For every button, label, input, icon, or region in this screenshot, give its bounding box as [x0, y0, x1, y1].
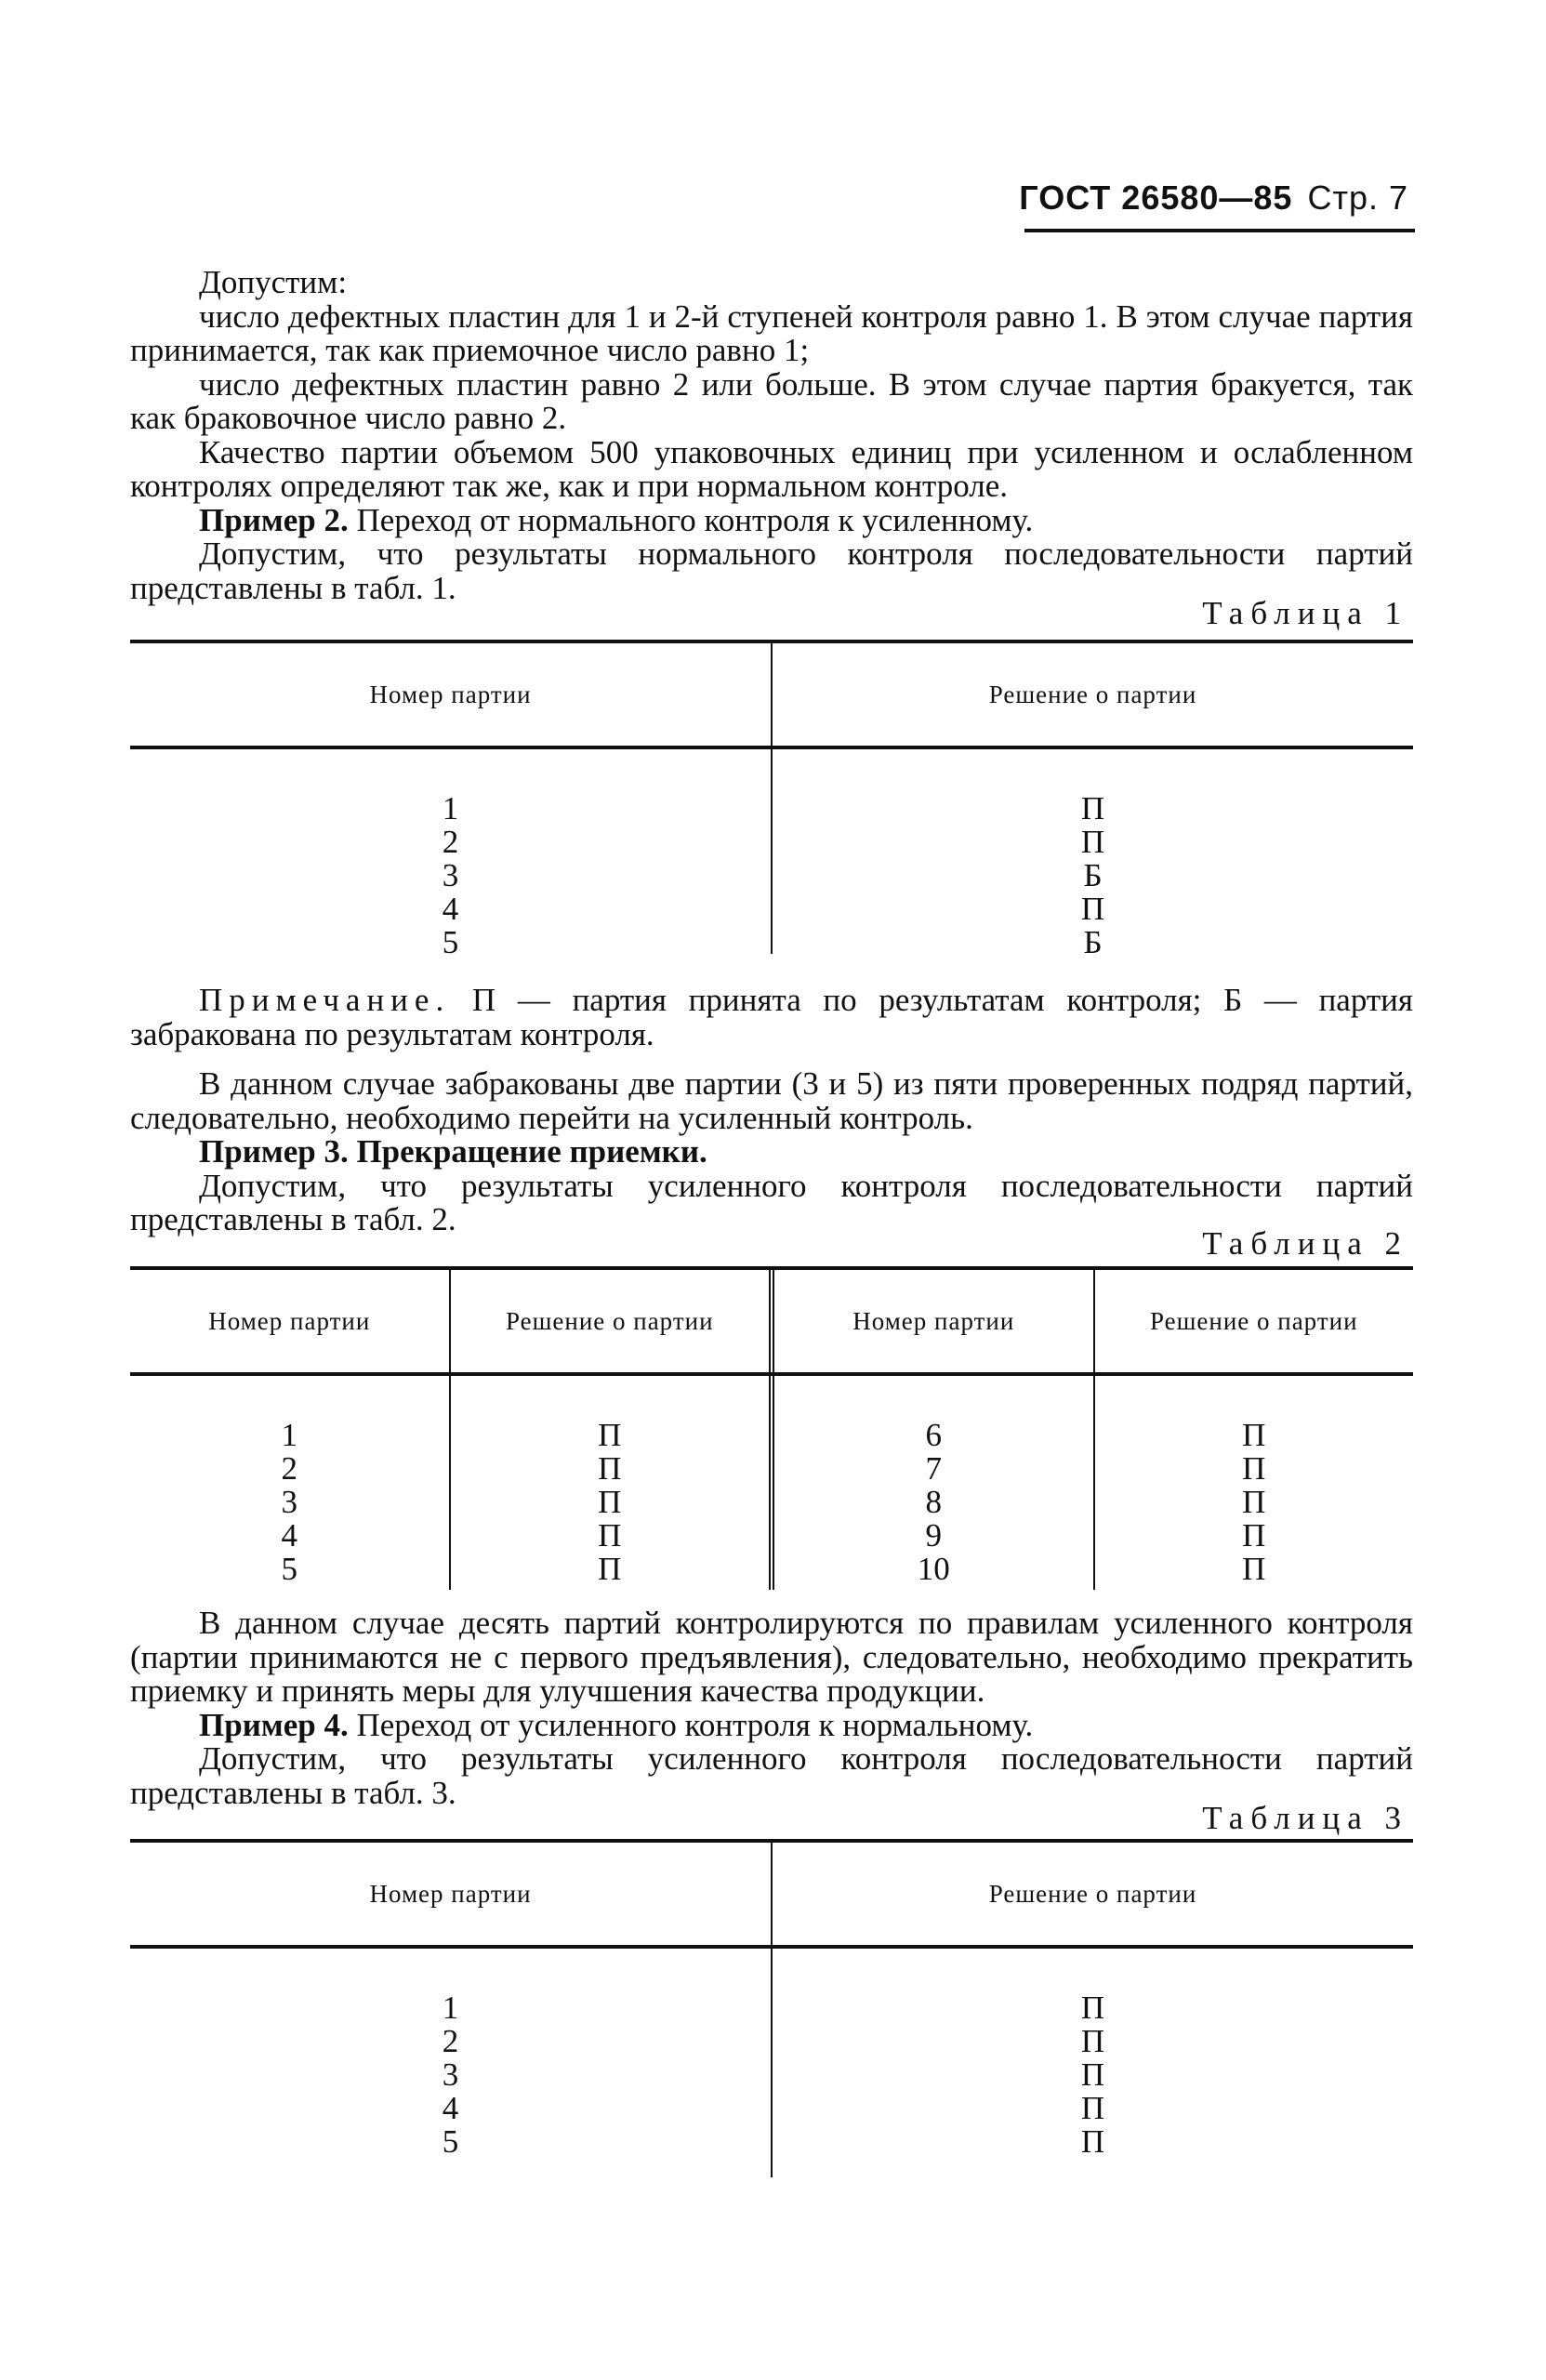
header-rule [1024, 229, 1415, 232]
table-cell: П [1242, 1484, 1266, 1520]
note-text: П — партия принята по результатам контроля; Б — партия забракована по результатам контроля. [130, 982, 1414, 1052]
table-1-col-decision [771, 749, 1413, 960]
table-2-caption: Таблица 2 [1202, 1225, 1408, 1262]
table-3-header-number: Номер партии [369, 1879, 532, 1908]
table-cell: П [1080, 824, 1105, 860]
intro-paragraph-3: Качество партии объемом 500 упаковочных единиц при усиленном и ослабленном контролях определяют так же, как и при нормальном контроле. [130, 433, 1413, 504]
table-cell: П [598, 1484, 622, 1520]
table-cell: П [1242, 1551, 1266, 1587]
table-cell: П [1080, 2090, 1105, 2126]
table-cell: 1 [442, 790, 459, 826]
lower-paragraph-8: Допустим, что результаты усиленного контроля последовательности партий представлены в табл. 3. [130, 1740, 1413, 1811]
lower-block [130, 1606, 1413, 1810]
table-2-col-decision-a [449, 1376, 770, 1590]
table-3 [130, 1839, 1413, 2177]
table-cell: П [598, 1517, 622, 1554]
table-cell: 5 [281, 1551, 297, 1587]
table-cell: 7 [925, 1450, 942, 1487]
table-1-header-decision: Решение о партии [771, 643, 1413, 746]
table-cell: П [598, 1551, 622, 1587]
table-cell: П [1242, 1417, 1266, 1453]
table-3-col-decision [771, 1949, 1413, 2177]
table-cell: 4 [442, 891, 459, 927]
standard-title: ГОСТ 26580—85 [1019, 178, 1293, 217]
table-cell: 10 [917, 1551, 950, 1587]
table-2-col-number-b [769, 1376, 1093, 1590]
table-cell: 2 [442, 2023, 459, 2059]
table-cell: 3 [281, 1484, 297, 1520]
table-cell: 9 [925, 1517, 942, 1554]
table-3-col-number [130, 1949, 771, 2177]
middle-paragraph-5: В данном случае забракованы две партии (3 и 5) из пяти проверенных подряд партий, следовательно, необходимо перейти на усиленный контроль. [130, 1065, 1413, 1136]
example-4-label: Пример 4. [199, 1706, 349, 1743]
table-cell: П [1080, 891, 1105, 927]
page-number: Стр. 7 [1307, 178, 1408, 217]
page-header [1019, 178, 1408, 218]
table-3-caption: Таблица 3 [1202, 1800, 1408, 1836]
table-cell: 8 [925, 1484, 942, 1520]
table-cell: П [1080, 790, 1105, 826]
example-2-heading [130, 501, 1413, 538]
table-cell: П [1080, 2123, 1105, 2160]
table-cell: П [1242, 1517, 1266, 1554]
intro-paragraph-4: Допустим, что результаты нормального контроля последовательности партий представлены в табл. 1. [130, 536, 1413, 606]
table-cell: П [1080, 2023, 1105, 2059]
table-cell: 5 [442, 924, 459, 960]
note-label: Примечание. [199, 982, 451, 1018]
table-cell: 1 [442, 1990, 459, 2026]
example-3-heading [130, 1135, 1413, 1170]
example-4-heading [130, 1706, 1413, 1743]
intro-block [130, 266, 1413, 605]
table-2 [130, 1266, 1413, 1590]
example-4-text: Переход от усиленного контроля к нормальному. [356, 1706, 1034, 1743]
table-1-col-number [130, 749, 771, 960]
intro-paragraph-1: число дефектных пластин для 1 и 2-й ступеней контроля равно 1. В этом случае партия принимается, так как приемочное число равно 1; [130, 298, 1413, 368]
example-3-text: Прекращение приемки. [356, 1133, 707, 1170]
table-cell: Б [1083, 924, 1103, 960]
intro-paragraph-2: число дефектных пластин равно 2 или больше. В этом случае партия бракуется, так как браковочное число равно 2. [130, 365, 1413, 436]
table-cell: 2 [281, 1450, 297, 1487]
table-2-header-number-b: Номер партии [769, 1270, 1093, 1372]
example-2-label: Пример 2. [199, 501, 349, 538]
table-cell: 3 [442, 857, 459, 893]
table-cell: П [1080, 2056, 1105, 2093]
table-cell: 2 [442, 824, 459, 860]
table-cell: П [598, 1450, 622, 1487]
table-1-note [130, 984, 1413, 1051]
table-cell: 4 [281, 1517, 297, 1554]
table-1-caption: Таблица 1 [1202, 595, 1408, 631]
table-3-header-decision: Решение о партии [771, 1843, 1413, 1945]
table-2-col-number-a [130, 1376, 449, 1590]
table-cell: П [1080, 1990, 1105, 2026]
table-cell: П [1242, 1450, 1266, 1487]
table-cell: 6 [925, 1417, 942, 1453]
table-2-header-decision-a: Решение о партии [449, 1270, 770, 1372]
middle-paragraph-6: Допустим, что результаты усиленного контроля последовательности партий представлены в табл. 2. [130, 1167, 1413, 1237]
table-2-header-decision-b: Решение о партии [1093, 1270, 1414, 1372]
table-cell: 4 [442, 2090, 459, 2126]
table-cell: Б [1083, 857, 1103, 893]
lower-paragraph-7: В данном случае десять партий контролируются по правилам усиленного контроля (партии принимаются не с первого предъявления), следовательно, необходимо прекратить приемку и принять меры для улучшения качества продукции. [130, 1605, 1413, 1709]
table-cell: 1 [281, 1417, 297, 1453]
table-cell: 3 [442, 2056, 459, 2093]
middle-block [130, 1067, 1413, 1237]
example-3-label: Пример 3. [199, 1133, 349, 1170]
intro-dopustim: Допустим: [199, 264, 348, 300]
table-2-header-number-a: Номер партии [208, 1306, 371, 1335]
table-1 [130, 640, 1413, 960]
table-2-col-decision-b [1093, 1376, 1414, 1590]
table-cell: 5 [442, 2123, 459, 2160]
example-2-text: Переход от нормального контроля к усиленному. [356, 501, 1034, 538]
table-1-header-number: Номер партии [369, 680, 532, 708]
table-cell: П [598, 1417, 622, 1453]
